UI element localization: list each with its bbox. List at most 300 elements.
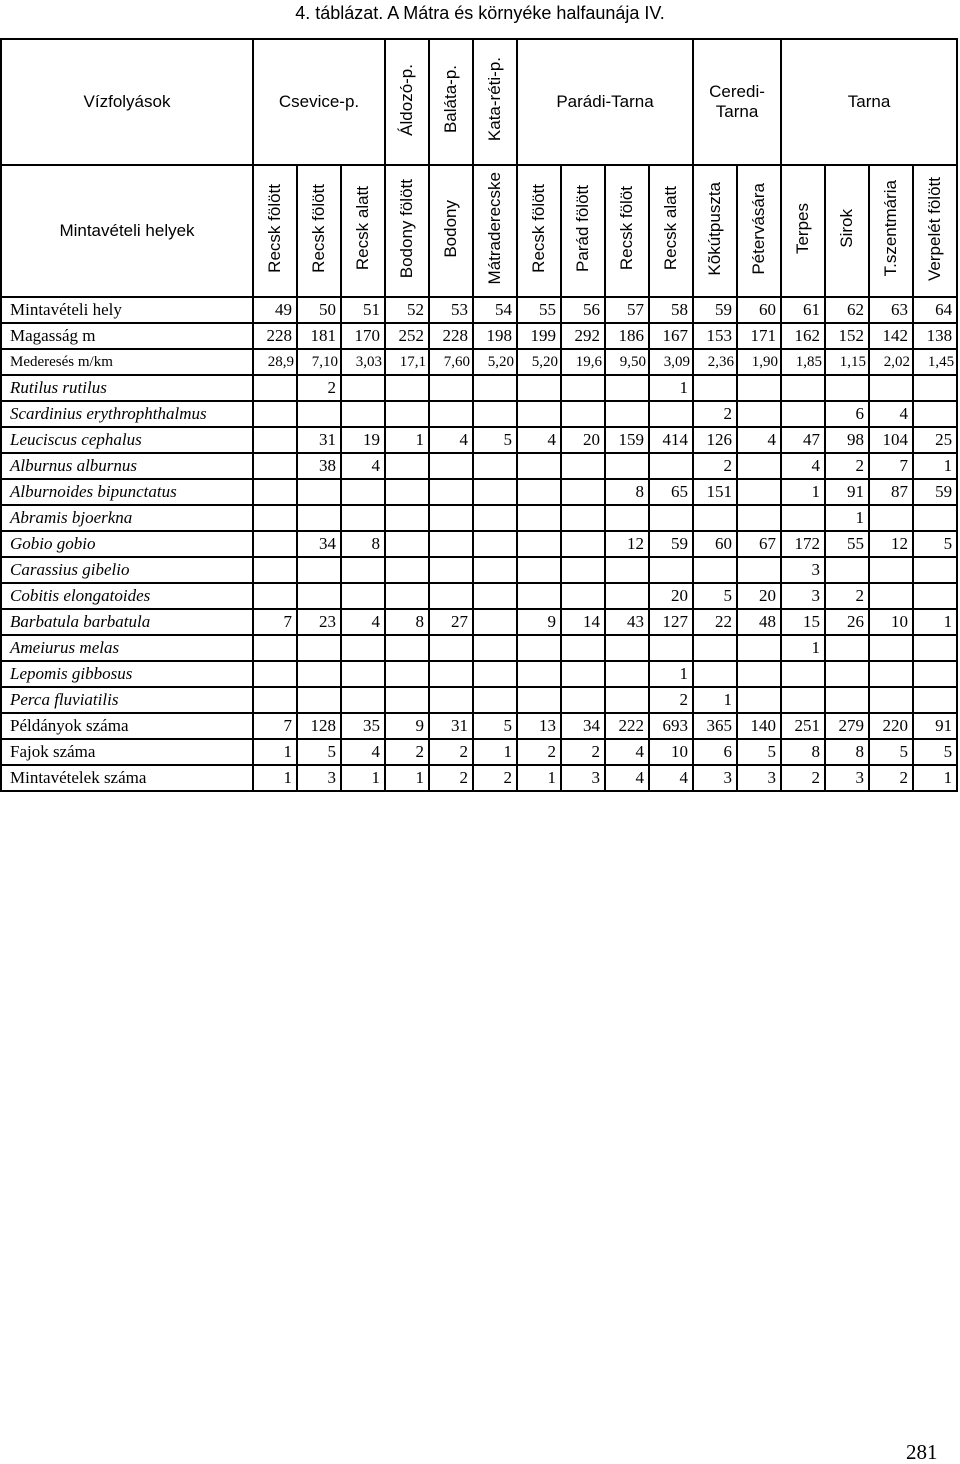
table-cell: 28,9 <box>253 349 297 375</box>
site-header-cell <box>693 165 737 297</box>
table-cell <box>869 583 913 609</box>
table-cell: 19,6 <box>561 349 605 375</box>
table-cell <box>561 375 605 401</box>
table-row <box>1 713 957 739</box>
table-row <box>1 505 957 531</box>
table-cell <box>561 557 605 583</box>
table-cell <box>473 583 517 609</box>
table-cell: 2 <box>429 765 473 791</box>
row-label: Scardinius erythrophthalmus <box>1 401 253 427</box>
table-cell <box>473 453 517 479</box>
row-label: Ameiurus melas <box>1 635 253 661</box>
table-row <box>1 661 957 687</box>
table-cell <box>649 635 693 661</box>
site-name: Sirok <box>837 209 857 248</box>
table-cell <box>473 479 517 505</box>
table-cell: 220 <box>869 713 913 739</box>
site-name: Parád fölött <box>573 185 592 272</box>
table-cell <box>429 479 473 505</box>
site-header-cell <box>429 165 473 297</box>
table-cell: 10 <box>649 739 693 765</box>
site-header-cell <box>253 165 297 297</box>
table-row <box>1 739 957 765</box>
table-cell: 2 <box>781 765 825 791</box>
table-cell: 7 <box>253 609 297 635</box>
table-cell <box>869 375 913 401</box>
stream-header-cell <box>253 39 385 165</box>
site-name: Mátraderecske <box>485 172 504 285</box>
table-cell <box>737 661 781 687</box>
table-cell: 1 <box>341 765 385 791</box>
table-cell: 1 <box>649 661 693 687</box>
table-cell: 152 <box>825 323 869 349</box>
table-cell <box>517 401 561 427</box>
table-cell <box>473 401 517 427</box>
table-cell <box>297 635 341 661</box>
table-cell: 31 <box>429 713 473 739</box>
table-cell <box>693 635 737 661</box>
table-cell: 7,10 <box>297 349 341 375</box>
table-cell: 13 <box>517 713 561 739</box>
table-cell <box>253 661 297 687</box>
table-cell <box>825 635 869 661</box>
table-cell: 1 <box>253 765 297 791</box>
table-row <box>1 427 957 453</box>
table-cell <box>517 531 561 557</box>
table-cell <box>473 687 517 713</box>
table-cell <box>253 583 297 609</box>
table-cell <box>297 505 341 531</box>
table-cell <box>297 687 341 713</box>
table-cell: 365 <box>693 713 737 739</box>
table-cell: 5 <box>473 427 517 453</box>
site-name: Recsk alatt <box>661 186 680 271</box>
table-cell <box>781 687 825 713</box>
table-cell <box>473 375 517 401</box>
table-cell: 3 <box>781 557 825 583</box>
table-cell <box>429 505 473 531</box>
table-cell: 61 <box>781 297 825 323</box>
table-cell: 693 <box>649 713 693 739</box>
table-cell <box>737 453 781 479</box>
site-header-cell <box>473 165 517 297</box>
table-cell: 2 <box>429 739 473 765</box>
row-label: Magasság m <box>1 323 253 349</box>
row-label: Mintavételi hely <box>1 297 253 323</box>
stream-header-cell <box>693 39 781 165</box>
table-header <box>1 39 957 297</box>
site-header-cell <box>825 165 869 297</box>
stream-header-cell <box>385 39 429 165</box>
table-cell <box>869 557 913 583</box>
table-cell: 23 <box>297 609 341 635</box>
table-cell: 62 <box>825 297 869 323</box>
table-cell <box>341 479 385 505</box>
table-cell: 1 <box>473 739 517 765</box>
table-row <box>1 375 957 401</box>
table-cell <box>429 635 473 661</box>
site-header-cell <box>605 165 649 297</box>
table-cell: 55 <box>825 531 869 557</box>
table-cell <box>253 531 297 557</box>
table-cell <box>297 583 341 609</box>
table-cell <box>385 661 429 687</box>
stream-header-cell <box>429 39 473 165</box>
row-label: Gobio gobio <box>1 531 253 557</box>
table-cell <box>737 635 781 661</box>
table-cell: 58 <box>649 297 693 323</box>
stream-name: Baláta-p. <box>441 65 460 134</box>
table-cell: 17,1 <box>385 349 429 375</box>
table-cell: 4 <box>341 609 385 635</box>
stream-name: Parádi-Tarna <box>556 92 654 111</box>
row-label: Példányok száma <box>1 713 253 739</box>
table-cell: 4 <box>605 739 649 765</box>
row-label: Mederesés m/km <box>1 349 253 375</box>
row-label: Alburnus alburnus <box>1 453 253 479</box>
table-cell <box>561 531 605 557</box>
table-cell: 8 <box>825 739 869 765</box>
table-cell: 1 <box>913 609 957 635</box>
table-cell: 2,36 <box>693 349 737 375</box>
table-cell <box>605 583 649 609</box>
site-header-cell <box>517 165 561 297</box>
table-cell: 4 <box>869 401 913 427</box>
table-cell: 55 <box>517 297 561 323</box>
table-cell <box>297 661 341 687</box>
site-name: Recsk fölöt <box>617 186 636 271</box>
table-row <box>1 687 957 713</box>
table-cell: 49 <box>253 297 297 323</box>
table-row <box>1 765 957 791</box>
table-cell <box>913 557 957 583</box>
table-cell <box>429 401 473 427</box>
table-cell: 8 <box>605 479 649 505</box>
table-cell <box>517 505 561 531</box>
table-cell <box>385 375 429 401</box>
site-header-cell <box>913 165 957 297</box>
table-cell <box>253 557 297 583</box>
table-cell: 20 <box>561 427 605 453</box>
stream-header-cell <box>517 39 693 165</box>
table-cell <box>605 687 649 713</box>
table-cell <box>429 531 473 557</box>
table-cell: 5 <box>297 739 341 765</box>
table-cell: 20 <box>649 583 693 609</box>
table-cell <box>341 375 385 401</box>
table-cell: 2 <box>561 739 605 765</box>
table-cell <box>649 557 693 583</box>
table-cell <box>561 453 605 479</box>
table-cell <box>561 661 605 687</box>
table-cell <box>341 401 385 427</box>
table-cell: 3 <box>781 583 825 609</box>
table-cell: 2 <box>693 401 737 427</box>
table-cell: 1 <box>693 687 737 713</box>
table-row <box>1 609 957 635</box>
table-cell: 3,03 <box>341 349 385 375</box>
site-name: Recsk alatt <box>353 186 372 271</box>
table-row <box>1 401 957 427</box>
table-cell: 2,02 <box>869 349 913 375</box>
table-cell: 14 <box>561 609 605 635</box>
table-cell: 1,45 <box>913 349 957 375</box>
table-cell: 8 <box>385 609 429 635</box>
table-row <box>1 531 957 557</box>
table-cell: 5 <box>737 739 781 765</box>
table-cell <box>253 687 297 713</box>
table-cell: 65 <box>649 479 693 505</box>
table-cell: 91 <box>913 713 957 739</box>
table-row <box>1 323 957 349</box>
table-cell <box>605 557 649 583</box>
table-row <box>1 479 957 505</box>
table-cell <box>385 635 429 661</box>
table-cell <box>825 375 869 401</box>
table-cell: 4 <box>341 739 385 765</box>
table-cell: 7,60 <box>429 349 473 375</box>
table-cell: 228 <box>429 323 473 349</box>
table-cell <box>913 401 957 427</box>
table-cell <box>473 661 517 687</box>
site-name: Verpelét fölött <box>925 176 945 281</box>
table-cell: 181 <box>297 323 341 349</box>
header-row-streams <box>1 39 957 165</box>
table-cell: 7 <box>869 453 913 479</box>
table-cell <box>385 583 429 609</box>
table-cell: 3,09 <box>649 349 693 375</box>
table-cell <box>429 557 473 583</box>
table-cell: 2 <box>517 739 561 765</box>
table-cell <box>341 635 385 661</box>
table-cell <box>385 505 429 531</box>
table-cell: 6 <box>825 401 869 427</box>
table-cell: 222 <box>605 713 649 739</box>
table-cell: 228 <box>253 323 297 349</box>
table-cell: 3 <box>825 765 869 791</box>
table-cell: 1 <box>253 739 297 765</box>
row-label: Fajok száma <box>1 739 253 765</box>
row-label: Barbatula barbatula <box>1 609 253 635</box>
table-cell: 60 <box>737 297 781 323</box>
table-cell: 279 <box>825 713 869 739</box>
table-cell <box>341 505 385 531</box>
row-label: Perca fluviatilis <box>1 687 253 713</box>
table-cell: 9 <box>517 609 561 635</box>
table-cell <box>517 635 561 661</box>
table-cell <box>825 557 869 583</box>
table-cell <box>913 375 957 401</box>
table-cell: 1 <box>825 505 869 531</box>
table-cell <box>473 635 517 661</box>
table-cell <box>781 661 825 687</box>
table-cell: 126 <box>693 427 737 453</box>
table-cell: 151 <box>693 479 737 505</box>
table-row <box>1 557 957 583</box>
table-cell <box>473 557 517 583</box>
table-cell: 1 <box>913 765 957 791</box>
table-cell: 1 <box>385 765 429 791</box>
row-label: Rutilus rutilus <box>1 375 253 401</box>
table-cell <box>385 531 429 557</box>
table-cell <box>517 557 561 583</box>
table-row <box>1 635 957 661</box>
table-cell: 104 <box>869 427 913 453</box>
stream-header-cell <box>473 39 517 165</box>
table-cell <box>913 505 957 531</box>
table-cell: 159 <box>605 427 649 453</box>
table-cell: 162 <box>781 323 825 349</box>
table-cell <box>517 479 561 505</box>
table-cell: 59 <box>913 479 957 505</box>
table-cell <box>561 505 605 531</box>
table-cell <box>913 661 957 687</box>
table-cell: 6 <box>693 739 737 765</box>
table-cell: 2 <box>649 687 693 713</box>
site-name: Pétervására <box>749 182 769 275</box>
table-cell: 91 <box>825 479 869 505</box>
table-cell <box>517 687 561 713</box>
table-cell: 1,85 <box>781 349 825 375</box>
table-cell: 53 <box>429 297 473 323</box>
table-cell <box>473 531 517 557</box>
table-row <box>1 349 957 375</box>
site-name: Kõkútpuszta <box>705 181 725 276</box>
table-cell: 186 <box>605 323 649 349</box>
table-cell: 9,50 <box>605 349 649 375</box>
table-cell: 292 <box>561 323 605 349</box>
table-cell: 1 <box>649 375 693 401</box>
table-cell: 1,15 <box>825 349 869 375</box>
table-cell: 140 <box>737 713 781 739</box>
table-cell: 1,90 <box>737 349 781 375</box>
table-cell: 142 <box>869 323 913 349</box>
stream-header-cell <box>781 39 957 165</box>
table-cell: 2 <box>693 453 737 479</box>
table-cell: 59 <box>693 297 737 323</box>
table-cell: 3 <box>297 765 341 791</box>
table-cell: 3 <box>693 765 737 791</box>
table-cell: 34 <box>561 713 605 739</box>
table-cell: 198 <box>473 323 517 349</box>
table-cell: 48 <box>737 609 781 635</box>
table-cell <box>561 401 605 427</box>
site-name: Recsk fölött <box>309 184 328 273</box>
table-cell <box>473 505 517 531</box>
table-cell <box>253 375 297 401</box>
table-cell <box>605 635 649 661</box>
table-cell <box>429 661 473 687</box>
table-cell <box>473 609 517 635</box>
table-cell: 98 <box>825 427 869 453</box>
table-cell <box>253 479 297 505</box>
table-cell: 15 <box>781 609 825 635</box>
table-cell: 2 <box>825 453 869 479</box>
table-cell: 9 <box>385 713 429 739</box>
table-cell: 12 <box>869 531 913 557</box>
table-cell: 5 <box>473 713 517 739</box>
table-cell: 47 <box>781 427 825 453</box>
table-cell: 4 <box>341 453 385 479</box>
table-cell <box>913 583 957 609</box>
stream-name: Csevice-p. <box>278 92 360 111</box>
table-cell: 8 <box>781 739 825 765</box>
table-cell: 5 <box>869 739 913 765</box>
table-cell: 2 <box>385 739 429 765</box>
site-header-cell <box>341 165 385 297</box>
table-cell <box>825 661 869 687</box>
table-cell <box>385 557 429 583</box>
row-label: Carassius gibelio <box>1 557 253 583</box>
table-cell <box>253 401 297 427</box>
table-cell <box>561 583 605 609</box>
table-cell: 52 <box>385 297 429 323</box>
table-cell: 2 <box>869 765 913 791</box>
page-number: 281 <box>906 1440 938 1464</box>
table-cell: 199 <box>517 323 561 349</box>
table-cell <box>517 453 561 479</box>
table-cell <box>693 375 737 401</box>
stream-name: Tarna <box>847 92 891 111</box>
table-cell <box>297 479 341 505</box>
row-label: Alburnoides bipunctatus <box>1 479 253 505</box>
table-cell: 153 <box>693 323 737 349</box>
table-cell <box>913 635 957 661</box>
table-cell: 60 <box>693 531 737 557</box>
table-cell: 4 <box>429 427 473 453</box>
table-cell <box>649 453 693 479</box>
table-cell: 414 <box>649 427 693 453</box>
row-label: Lepomis gibbosus <box>1 661 253 687</box>
header-row-sites <box>1 165 957 297</box>
table-cell <box>385 453 429 479</box>
table-row <box>1 453 957 479</box>
table-cell: 4 <box>517 427 561 453</box>
table-cell <box>341 661 385 687</box>
table-cell: 57 <box>605 297 649 323</box>
table-cell <box>825 687 869 713</box>
table-cell: 3 <box>561 765 605 791</box>
table-cell <box>253 505 297 531</box>
table-cell: 3 <box>737 765 781 791</box>
table-cell: 7 <box>253 713 297 739</box>
table-cell: 2 <box>473 765 517 791</box>
table-cell <box>913 687 957 713</box>
table-cell <box>561 479 605 505</box>
table-cell <box>341 687 385 713</box>
site-header-cell <box>297 165 341 297</box>
row-label: Leuciscus cephalus <box>1 427 253 453</box>
table-cell: 31 <box>297 427 341 453</box>
stream-name: Ceredi-Tarna <box>709 82 765 121</box>
streams-row-label: Vízfolyások <box>1 39 253 165</box>
site-header-cell <box>385 165 429 297</box>
table-cell: 5,20 <box>517 349 561 375</box>
table-cell <box>605 401 649 427</box>
site-name: T.szentmária <box>881 180 901 277</box>
table-cell <box>429 375 473 401</box>
table-cell: 59 <box>649 531 693 557</box>
table-cell: 8 <box>341 531 385 557</box>
table-cell: 2 <box>825 583 869 609</box>
table-cell <box>517 661 561 687</box>
table-cell <box>253 427 297 453</box>
table-cell <box>737 687 781 713</box>
table-cell <box>781 375 825 401</box>
table-cell: 4 <box>605 765 649 791</box>
table-cell: 26 <box>825 609 869 635</box>
table-cell <box>649 505 693 531</box>
